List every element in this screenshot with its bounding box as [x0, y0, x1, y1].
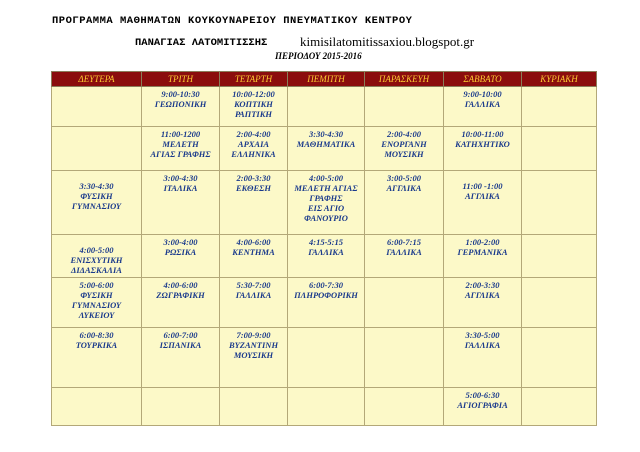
lesson-text: 5:00-6:00 ΦΥΣΙΚΗ ΓΥΜΝΑΣΙΟΥ ΛΥΚΕΙΟΥ — [71, 280, 122, 320]
title-line-2: ΠΑΝΑΓΙΑΣ ΛΑΤΟΜΙΤΙΣΣΗΣ — [135, 37, 268, 49]
lesson-text — [142, 388, 219, 390]
schedule-cell — [288, 235, 365, 278]
schedule-cell — [288, 171, 365, 235]
schedule-cell — [220, 388, 288, 426]
lesson-text: 5:30-7:00 ΓΑΛΛΙΚΑ — [235, 280, 272, 300]
schedule-cell — [522, 328, 597, 388]
lesson-text: 10:00-12:00 ΚΟΠΤΙΚΗ ΡΑΠΤΙΚΗ — [232, 89, 275, 119]
lesson-text — [288, 87, 364, 89]
day-header: ΠΑΡΑΣΚΕΥΗ — [365, 72, 444, 87]
schedule-cell — [52, 171, 142, 235]
lesson-text: 6:00-7:00 ΙΣΠΑΝΙΚΑ — [159, 330, 202, 350]
lesson-text — [52, 388, 141, 390]
schedule-cell — [444, 278, 522, 328]
lesson-text: 2:00-3:30 ΕΚΘΕΣΗ — [236, 173, 271, 193]
lesson-text: 6:00-8:30 ΤΟΥΡΚΙΚΑ — [75, 330, 118, 350]
lesson-text: 1:00-2:00 ΓΕΡΜΑΝΙΚΑ — [457, 237, 508, 257]
schedule-cell — [52, 278, 142, 328]
schedule-cell — [522, 388, 597, 426]
schedule-cell — [288, 328, 365, 388]
schedule-cell — [288, 127, 365, 171]
day-header-row — [52, 72, 597, 87]
schedule-cell — [444, 87, 522, 127]
lesson-text: 2:00-3:30 ΑΓΓΛΙΚΑ — [465, 280, 500, 300]
schedule-row — [52, 87, 597, 127]
period-label: ΠΕΡΙΟΔΟΥ 2015-2016 — [275, 51, 362, 61]
day-header: ΚΥΡΙΑΚΗ — [522, 72, 597, 87]
title-line-1: ΠΡΟΓΡΑΜΜΑ ΜΑΘΗΜΑΤΩΝ ΚΟΥΚΟΥΝΑΡΕΙΟΥ ΠΝΕΥΜΑΤΙΚΟΥ ΚΕΝΤΡΟΥ — [52, 15, 413, 27]
schedule-row — [52, 171, 597, 235]
lesson-text — [365, 388, 443, 390]
lesson-text: 11:00-1200 ΜΕΛΕΤΗ ΑΓΙΑΣ ΓΡΑΦΗΣ — [150, 129, 211, 159]
lesson-text: 7:00-9:00 ΒΥΖΑΝΤΙΝΗ ΜΟΥΣΙΚΗ — [228, 330, 279, 360]
lesson-text — [52, 87, 141, 89]
lesson-text — [522, 328, 596, 330]
lesson-text: 4:15-5:15 ΓΑΛΛΙΚΑ — [308, 237, 344, 257]
schedule-cell — [444, 328, 522, 388]
lesson-text — [288, 388, 364, 390]
schedule-cell — [522, 87, 597, 127]
lesson-text — [288, 328, 364, 330]
lesson-text: 11:00 -1:00 ΑΓΓΛΙΚΑ — [462, 181, 503, 201]
lesson-text: 4:00-6:00 ΚΕΝΤΗΜΑ — [232, 237, 275, 257]
schedule-cell — [522, 235, 597, 278]
schedule-cell — [444, 235, 522, 278]
schedule-cell — [142, 171, 220, 235]
lesson-text: 4:00-6:00 ΖΩΓΡΑΦΙΚΗ — [156, 280, 205, 300]
schedule-cell — [220, 171, 288, 235]
schedule-cell — [220, 278, 288, 328]
lesson-text: 10:00-11:00 ΚΑΤΗΧΗΤΙΚΟ — [455, 129, 510, 149]
lesson-text: 3:00-4:00 ΡΩΣΙΚΑ — [163, 237, 198, 257]
schedule-cell — [142, 278, 220, 328]
schedule-table — [51, 71, 597, 426]
day-header: ΣΑΒΒΑΤΟ — [444, 72, 522, 87]
day-header: ΠΕΜΠΤΗ — [288, 72, 365, 87]
day-header: ΤΡΙΤΗ — [142, 72, 220, 87]
lesson-text: 3:00-5:00 ΑΓΓΛΙΚΑ — [386, 173, 422, 193]
schedule-cell — [142, 235, 220, 278]
lesson-text — [220, 388, 287, 390]
schedule-cell — [365, 278, 444, 328]
blog-url: kimisilatomitissaxiou.blogspot.gr — [300, 34, 475, 49]
lesson-text: 6:00-7:30 ΠΛΗΡΟΦΟΡΙΚΗ — [294, 280, 358, 300]
schedule-row — [52, 328, 597, 388]
schedule-row — [52, 388, 597, 426]
schedule-row — [52, 278, 597, 328]
lesson-text: 4:00-5:00 ΜΕΛΕΤΗ ΑΓΙΑΣ ΓΡΑΦΗΣ ΕΙΣ ΑΓΙΟ ΦΑΝΟΥΡΙΟ — [294, 173, 358, 223]
lesson-text: 2:00-4:00 ΕΝΟΡΓΑΝΗ ΜΟΥΣΙΚΗ — [381, 129, 427, 159]
lesson-text — [522, 87, 596, 89]
lesson-text — [365, 328, 443, 330]
schedule-cell — [142, 87, 220, 127]
lesson-text: 9:00-10:30 ΓΕΩΠΟΝΙΚΗ — [154, 89, 207, 109]
schedule-row — [52, 127, 597, 171]
day-header: ΔΕΥΤΕΡΑ — [52, 72, 142, 87]
lesson-text: 3:30-4:30 ΦΥΣΙΚΗ ΓΥΜΝΑΣΙΟΥ — [71, 181, 122, 211]
schedule-cell — [522, 278, 597, 328]
schedule-cell — [288, 87, 365, 127]
schedule-cell — [365, 127, 444, 171]
schedule-cell — [288, 278, 365, 328]
schedule-cell — [142, 328, 220, 388]
schedule-row — [52, 235, 597, 278]
lesson-text — [365, 87, 443, 89]
schedule-cell — [142, 127, 220, 171]
schedule-cell — [365, 171, 444, 235]
lesson-text — [522, 127, 596, 129]
schedule-cell — [52, 127, 142, 171]
lesson-text: 3:30-5:00 ΓΑΛΛΙΚΑ — [464, 330, 501, 350]
schedule-cell — [288, 388, 365, 426]
schedule-cell — [522, 127, 597, 171]
lesson-text: 2:00-4:00 ΑΡΧΑΙΑ ΕΛΛΗΝΙΚΑ — [231, 129, 276, 159]
schedule-cell — [52, 87, 142, 127]
lesson-text: 4:00-5:00 ΕΝΙΣΧΥΤΙΚΗ ΔΙΔΑΣΚΑΛΙΑ — [70, 245, 123, 275]
lesson-text — [52, 127, 141, 129]
schedule-cell — [142, 388, 220, 426]
schedule-cell — [220, 328, 288, 388]
lesson-text: 3:00-4:30 ΙΤΑΛΙΚΑ — [163, 173, 198, 193]
schedule-cell — [365, 328, 444, 388]
schedule-cell — [220, 235, 288, 278]
lesson-text: 3:30-4:30 ΜΑΘΗΜΑΤΙΚΑ — [296, 129, 356, 149]
schedule-cell — [220, 127, 288, 171]
schedule-cell — [444, 388, 522, 426]
schedule-cell — [220, 87, 288, 127]
day-header: ΤΕΤΑΡΤΗ — [220, 72, 288, 87]
schedule-cell — [365, 388, 444, 426]
lesson-text — [522, 388, 596, 390]
lesson-text — [522, 235, 596, 237]
lesson-text — [522, 278, 596, 280]
schedule-cell — [444, 171, 522, 235]
schedule-cell — [52, 235, 142, 278]
schedule-cell — [522, 171, 597, 235]
lesson-text: 5:00-6:30 ΑΓΙΟΓΡΑΦΙΑ — [457, 390, 508, 410]
schedule-cell — [52, 388, 142, 426]
lesson-text: 6:00-7:15 ΓΑΛΛΙΚΑ — [386, 237, 422, 257]
lesson-text — [522, 171, 596, 173]
lesson-text — [365, 278, 443, 280]
lesson-text: 9:00-10:00 ΓΑΛΛΙΚΑ — [463, 89, 502, 109]
schedule-cell — [52, 328, 142, 388]
schedule-cell — [365, 87, 444, 127]
schedule-cell — [444, 127, 522, 171]
schedule-cell — [365, 235, 444, 278]
